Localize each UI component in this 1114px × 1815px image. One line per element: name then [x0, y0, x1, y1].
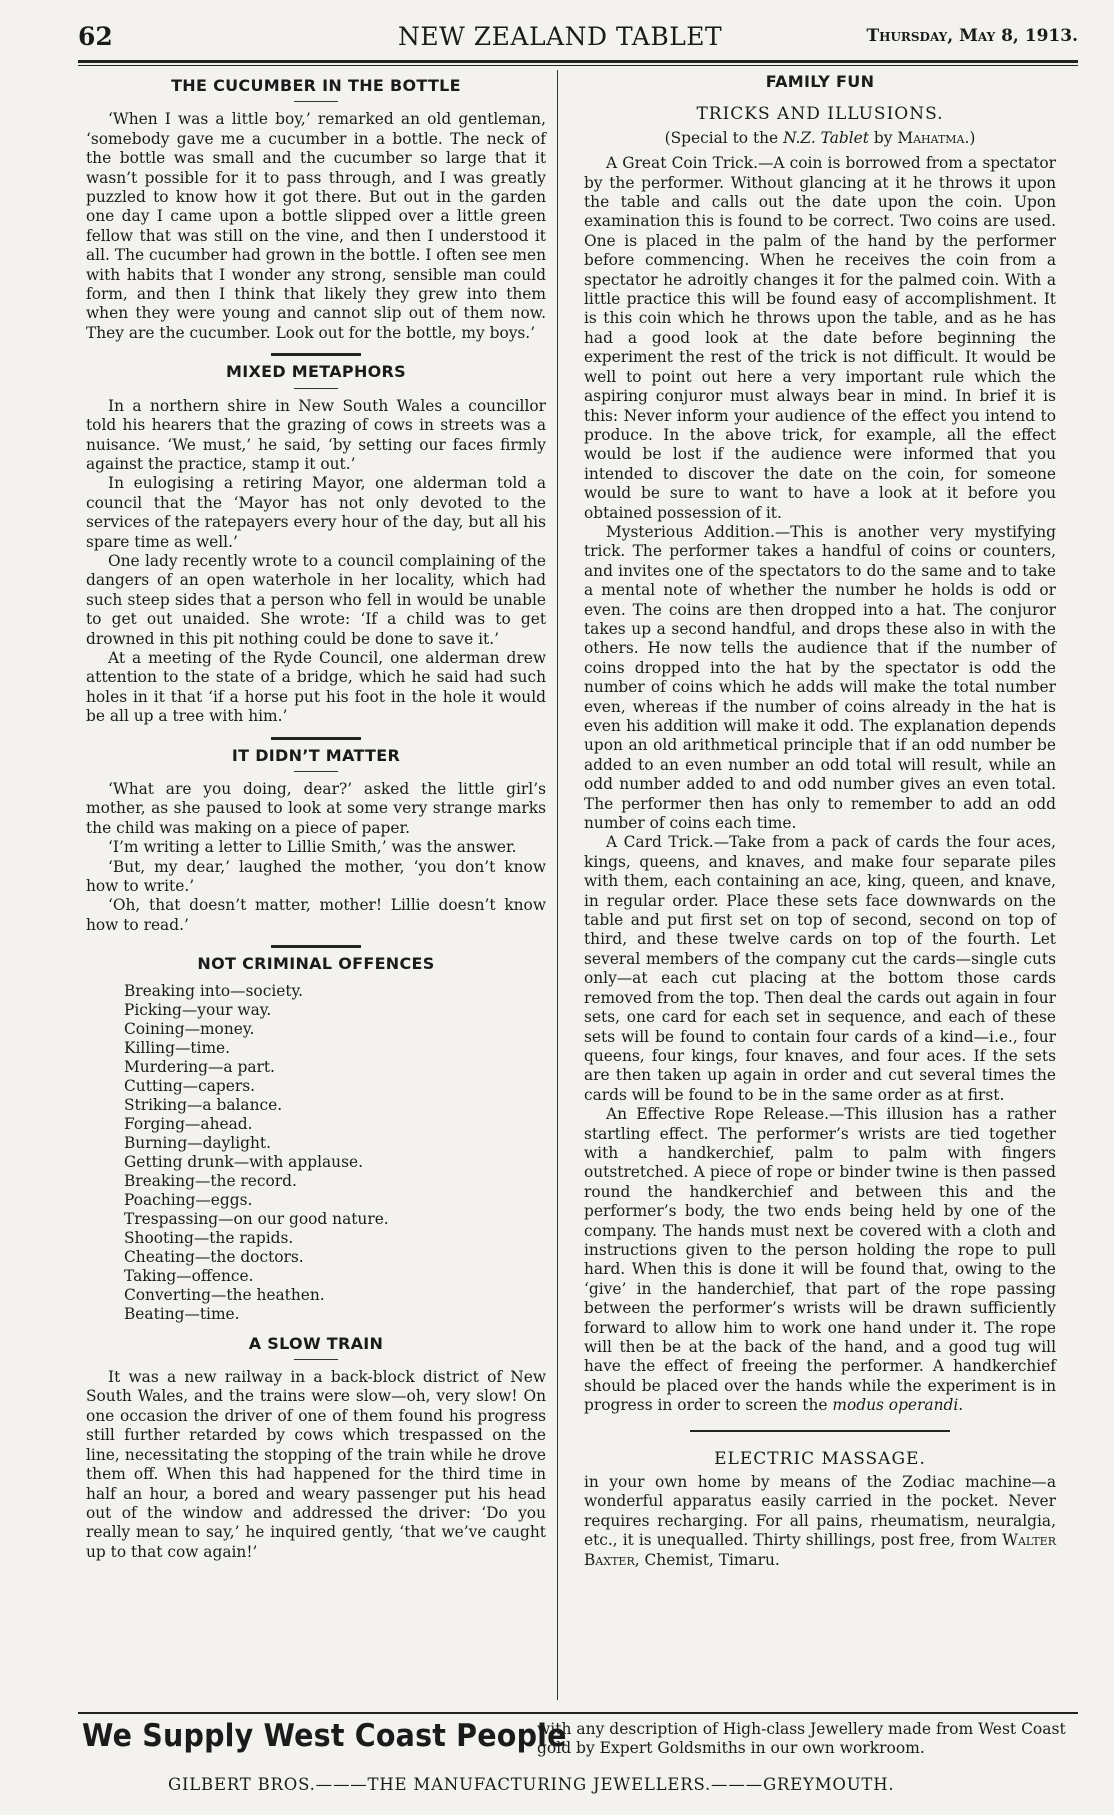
column-divider: [557, 70, 558, 1700]
didnt-matter-paragraph: ‘I’m writing a letter to Lillie Smith,’ was the answer.: [108, 838, 517, 857]
offence-item: Poaching—eggs.: [124, 1190, 253, 1209]
section-rule: [294, 388, 338, 389]
metaphors-paragraph: In a northern shire in New South Wales a councillor told his hearers that the grazing of cows in streets was a nuisance. ‘We must,’ he said, ‘by setting our faces firmly against the practice, stamp it out.’: [86, 396, 546, 473]
family-fun-heading: FAMILY FUN: [765, 72, 875, 91]
publication-name: N.Z. Tablet: [783, 128, 869, 147]
section-rule: [294, 101, 338, 102]
offence-item: Trespassing—on our good nature.: [124, 1209, 389, 1228]
advert-rule: [78, 1712, 1078, 1714]
offence-item: Cutting—capers.: [124, 1076, 256, 1095]
offence-item: Taking—offence.: [124, 1266, 254, 1285]
byline: (Special to the N.Z. Tablet by Mahatma.): [664, 128, 976, 147]
chemist-name: Walter Baxter: [584, 1531, 1056, 1569]
offence-item: Forging—ahead.: [124, 1114, 253, 1133]
slow-train-heading: A SLOW TRAIN: [248, 1333, 384, 1353]
advert-headline: We Supply West Coast People: [82, 1718, 567, 1754]
offence-item: Getting drunk—with applause.: [124, 1152, 363, 1171]
offences-heading: NOT CRIMINAL OFFENCES: [197, 954, 435, 974]
section-rule: [294, 771, 338, 772]
header-rule-thin: [78, 65, 1078, 66]
electric-massage-paragraph: in your own home by means of the Zodiac machine—a wonderful apparatus easily carried in the pocket. Never requires recharging. For all pains, rheumatism, neuralgia, etc., it is unequalled. Thirty shillings, post free, from Walter Baxter, Chemist, Timaru.: [584, 1473, 1056, 1569]
left-column: [86, 72, 546, 1562]
jeweller-advertisement: [82, 1718, 1082, 1808]
cucumber-paragraph: ‘When I was a little boy,’ remarked an old gentleman, ‘somebody gave me a cucumber in a bottle. The neck of the bottle was small and the cucumber so large that it wasn’t possible for it to pass through, and I was greatly puzzled to know how it got there. But out in the garden one day I came upon a bottle slipped over a little green fellow that was still on the vine, and then I understood it all. The cucumber had grown in the bottle. I often see men with habits that I wonder any strong, sensible man could form, and then I think that likely they grew into them when they were young and cannot slip out of them now. They are the cucumber. Look out for the bottle, my boys.’: [86, 110, 546, 342]
offence-item: Breaking into—society.: [124, 981, 304, 1000]
offence-item: Converting—the heathen.: [124, 1285, 325, 1304]
offence-item: Breaking—the record.: [124, 1171, 297, 1190]
right-column: [584, 72, 1056, 1570]
section-divider: [271, 945, 361, 948]
advert-footer: GILBERT BROS.———THE MANUFACTURING JEWELLERS.———GREYMOUTH.: [168, 1775, 895, 1794]
header-rule-thick: [78, 60, 1078, 63]
offence-item: Killing—time.: [124, 1038, 231, 1057]
offence-item: Beating—time.: [124, 1304, 240, 1323]
didnt-matter-paragraph: ‘Oh, that doesn’t matter, mother! Lillie doesn’t know how to read.’: [86, 896, 546, 934]
offence-item: Coining—money.: [124, 1019, 255, 1038]
advert-side-text: with any description of High-class Jewellery made from West Coast gold by Expert Goldsmiths in our own workroom.: [537, 1720, 1066, 1757]
section-divider: [271, 737, 361, 740]
offence-item: Murdering—a part.: [124, 1057, 275, 1076]
newspaper-title: NEW ZEALAND TABLET: [398, 22, 723, 51]
offence-item: Picking—your way.: [124, 1000, 272, 1019]
didnt-matter-paragraph: ‘But, my dear,’ laughed the mother, ‘you don’t know how to write.’: [86, 857, 546, 896]
didnt-matter-paragraph: ‘What are you doing, dear?’ asked the little girl’s mother, as she paused to look at some very strange marks the child was making on a piece of paper.: [86, 780, 546, 837]
issue-date: Thursday, May 8, 1913.: [866, 26, 1078, 46]
offence-item: Shooting—the rapids.: [124, 1228, 294, 1247]
section-divider: [271, 353, 361, 356]
rope-trick-paragraph: An Effective Rope Release.—This illusion has a rather startling effect. The performer’s wrists are tied together with a handkerchief, palm to palm with fingers outstretched. A piece of rope or binder twine is then passed round the handkerchief and between this and the performer’s body, the two ends being held by one of the company. The hands must next be covered with a cloth and instructions given to the person holding the rope to pull hard. When this is done it will be found that, owing to the ‘give’ in the handerchief, that part of the rope passing between the performer’s wrists will be drawn sufficiently forward to allow him to work one hand under it. The rope will then be at the back of the hand, and a good tug will have the effect of freeing the performer. A handkerchief should be placed over the hands while the experiment is in progress in order to screen the modus operandi.: [584, 1105, 1056, 1415]
section-rule: [294, 1359, 338, 1360]
slow-train-paragraph: It was a new railway in a back-block district of New South Wales, and the trains were slow—oh, very slow! On one occasion the driver of one of them found his progress still further retarded by cows which trespassed on the line, necessitating the stopping of the train while he drove them off. When this had happened for the third time in half an hour, a bored and weary passenger put his head out of the window and addressed the driver: ‘Do you really mean to say,’ he inquired gently, ‘that we’ve caught up to that cow again!’: [86, 1368, 546, 1561]
author-name: Mahatma: [897, 128, 965, 147]
addition-trick-paragraph: Mysterious Addition.—This is another very mystifying trick. The performer takes a handful of coins or counters, and invites one of the spectators to do the same and to take a mental note of whether the number he holds is odd or even. The coins are then dropped into a hat. The conjuror takes up a second handful, and drops these also in with the others. He now tells the audience that if the number of coins dropped into the hat by the spectator is odd the number of coins which he adds will make the total number even, whereas if the number of coins already in the hat is even his addition will make it odd. The explanation depends upon an old arithmetical principle that if an odd number be added to an even number an odd total will result, while an odd number added to and odd number gives an even total. The performer then has only to remember to add an odd number of coins each time.: [584, 522, 1056, 833]
coin-trick-paragraph: A Great Coin Trick.—A coin is borrowed from a spectator by the performer. Without glancing at it he throws it upon the table and calls out the date upon the coin. Upon examination this is found to be correct. Two coins are used. One is placed in the palm of the hand by the performer before commencing. When he receives the coin from a spectator he adroitly changes it for the palmed coin. With a little practice this will be found easy of accomplishment. It is this coin which he throws upon the table, and as he has had a good look at the date before beginning the experiment the rest of the trick is not difficult. It would be well to point out here a very important rule which the aspiring conjuror must always bear in mind. In brief it is this: Never inform your audience of the effect you intend to produce. In the above trick, for example, all the effect would be lost if the audience were informed that you intended to discover the date on the coin, for someone would be sure to want to have a look at it before you obtained possession of it.: [584, 154, 1056, 522]
offence-item: Burning—daylight.: [124, 1133, 271, 1152]
section-divider: [690, 1430, 950, 1432]
metaphors-paragraph: One lady recently wrote to a council complaining of the dangers of an open waterhole in her locality, which had such steep sides that a person who fell in would be unable to get out unaided. She wrote: ‘If a child was to get drowned in this pit nothing could be done to save it.’: [86, 551, 546, 648]
cucumber-heading: THE CUCUMBER IN THE BOTTLE: [171, 76, 461, 95]
didnt-matter-heading: IT DIDN’T MATTER: [231, 745, 401, 765]
page-number: 62: [78, 22, 113, 51]
metaphors-paragraph: At a meeting of the Ryde Council, one alderman drew attention to the state of a bridge, which he said had such holes in it that ‘if a horse put his foot in the hole it would be all up a tree with him.’: [86, 648, 546, 726]
tricks-subheading: TRICKS AND ILLUSIONS.: [696, 104, 944, 125]
electric-massage-heading: ELECTRIC MASSAGE.: [714, 1448, 926, 1469]
metaphors-paragraph: In eulogising a retiring Mayor, one alderman told a council that the ‘Mayor has not only devoted to the services of the ratepayers every hour of the day, but all his spare time as well.’: [86, 474, 546, 551]
offence-item: Striking—a balance.: [124, 1095, 283, 1114]
offences-list: [86, 982, 546, 1324]
metaphors-heading: MIXED METAPHORS: [226, 362, 406, 382]
page-header: [78, 22, 1078, 56]
offence-item: Cheating—the doctors.: [124, 1247, 304, 1266]
card-trick-paragraph: A Card Trick.—Take from a pack of cards the four aces, kings, queens, and knaves, and make four separate piles with them, each containing an ace, king, queen, and knave, in regular order. Place these sets face downwards on the table and put first set on top of second, second on top of third, and these twelve cards on top of the fourth. Let several members of the company cut the cards—single cuts only—at each cut placing at the bottom those cards removed from the top. Then deal the cards out again in four sets, one card for each set in sequence, and each of these sets will be found to contain four cards of a kind—i.e., four queens, four kings, four knaves, and four aces. If the sets are then taken up again in order and cut several times the cards will be found to be in the same order as at first.: [584, 833, 1056, 1104]
modus-operandi: modus operandi: [832, 1396, 959, 1415]
